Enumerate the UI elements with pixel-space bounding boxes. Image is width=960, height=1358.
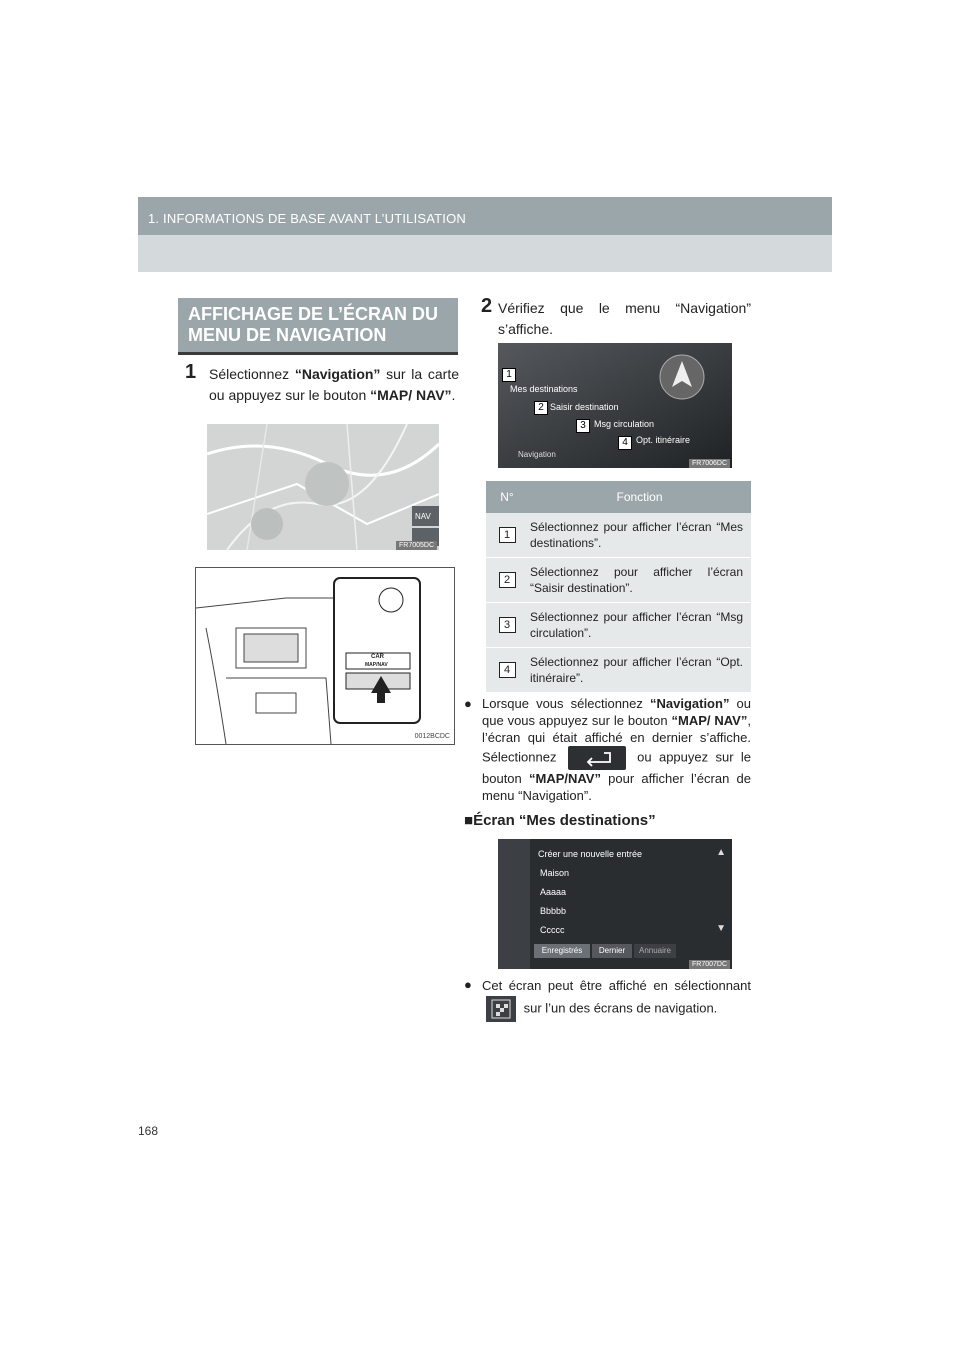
bullet-dot: ● xyxy=(464,696,472,711)
dest-row: Maison xyxy=(540,868,570,878)
page-number: 168 xyxy=(138,1124,159,1138)
row-number: 2 xyxy=(499,572,516,588)
table-row xyxy=(486,513,751,558)
function-table xyxy=(486,481,751,693)
figure-code: 0012BCDC xyxy=(414,733,450,740)
menu-item-4-badge: 4 xyxy=(618,436,632,450)
scroll-up-icon: ▲ xyxy=(716,847,726,858)
dest-row: Créer une nouvelle entrée xyxy=(538,849,643,859)
bullet-2-text: Cet écran peut être affiché en sélectionnant sur l’un des écrans de navigation. xyxy=(482,976,751,1022)
row-number: 3 xyxy=(499,617,516,633)
map-nav-button-label: MAP/NAV xyxy=(365,662,388,668)
table-row xyxy=(486,648,751,693)
table-row xyxy=(486,558,751,603)
row-description: Sélectionnez pour afficher l’écran “Msg circulation”. xyxy=(528,603,751,648)
dest-row: Aaaaa xyxy=(540,887,567,897)
navigation-menu-screenshot xyxy=(498,343,732,468)
menu-item-3-badge: 3 xyxy=(576,419,590,433)
step-2-number: 2 xyxy=(481,295,493,317)
car-button-label: CAR xyxy=(371,654,384,660)
header-subband xyxy=(138,235,832,272)
row-description: Sélectionnez pour afficher l’écran “Saisir destination”. xyxy=(528,558,751,603)
row-number: 1 xyxy=(499,527,516,543)
menu-footer-title: Navigation xyxy=(518,450,556,459)
menu-item-msg-circulation: Msg circulation xyxy=(594,419,655,429)
table-header-num: N° xyxy=(486,481,528,513)
side-icon-bar xyxy=(498,839,530,969)
nav-button-label: NAV xyxy=(415,512,431,521)
figure-code: FR7006DC xyxy=(689,459,730,468)
map-illustration xyxy=(207,424,439,550)
figure-code: FR7007DC xyxy=(689,960,730,969)
map-screenshot xyxy=(207,424,439,550)
table-row xyxy=(486,603,751,648)
tab-enregistres: Enregistrés xyxy=(534,944,590,958)
section-title-box xyxy=(178,298,458,355)
step-2-text: Vérifiez que le menu “Navigation” s’affiche. xyxy=(498,300,751,337)
tab-annuaire: Annuaire xyxy=(634,944,676,958)
bullet-dot: ● xyxy=(464,977,472,992)
menu-item-opt-itineraire: Opt. itinéraire xyxy=(636,435,691,445)
row-description: Sélectionnez pour afficher l’écran “Mes destinations”. xyxy=(528,513,751,558)
dashboard-drawing xyxy=(196,568,454,744)
dashboard-illustration xyxy=(195,567,455,745)
menu-item-mes-destinations: Mes destinations xyxy=(510,384,578,394)
step-1-number: 1 xyxy=(185,361,197,383)
mes-destinations-screenshot xyxy=(498,839,732,969)
section-title: AFFICHAGE DE L’ÉCRAN DU MENU DE NAVIGATION xyxy=(188,304,439,345)
row-description: Sélectionnez pour afficher l’écran “Opt. itinéraire”. xyxy=(528,648,751,693)
bullet-1-text: Lorsque vous sélectionnez “Navigation” ou que vous appuyez sur le bouton “MAP/ NAV”, l’écran qui était affiché en dernier s’affiche. Sélectionnez ou appuyez sur le bouton “MAP/NAV” pour afficher l’écran de menu “Navigation”. xyxy=(482,696,752,803)
subsection-heading: ■Écran “Mes destinations” xyxy=(464,812,656,829)
table-header-function: Fonction xyxy=(528,481,751,513)
dest-row: Bbbbb xyxy=(540,906,567,916)
menu-item-2-badge: 2 xyxy=(534,401,548,415)
back-button-icon xyxy=(568,746,626,770)
mes-destinations-icon xyxy=(486,996,516,1022)
menu-item-saisir-destination: Saisir destination xyxy=(550,402,619,412)
menu-item-1-badge: 1 xyxy=(502,368,516,382)
figure-code: FR7005DC xyxy=(396,541,437,550)
row-number: 4 xyxy=(499,662,516,678)
chapter-title: 1. INFORMATIONS DE BASE AVANT L’UTILISATION xyxy=(148,211,467,226)
tab-dernier: Dernier xyxy=(592,944,632,958)
dest-row: Ccccc xyxy=(540,925,565,935)
step-1-text: Sélectionnez “Navigation” sur la carte ou appuyez sur le bouton “MAP/ NAV”. xyxy=(209,366,459,403)
scroll-down-icon: ▼ xyxy=(716,923,726,934)
